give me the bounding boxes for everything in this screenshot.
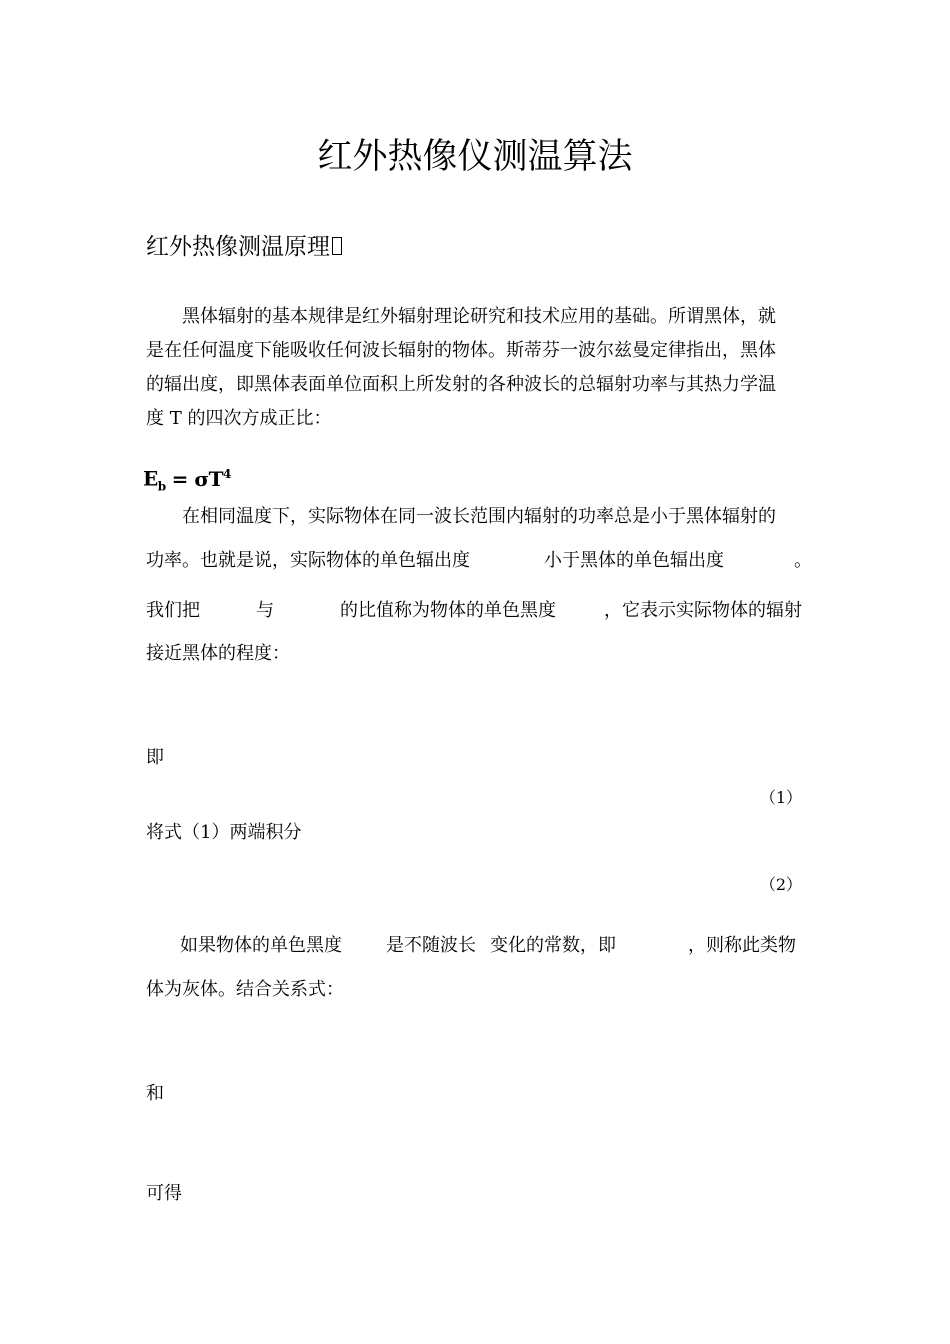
para3-line1c: 变化的常数，即 — [490, 935, 616, 956]
formula-exponent: 4 — [223, 467, 231, 481]
label-ji: 即 — [146, 747, 164, 768]
formula-rhs: = σT — [171, 466, 223, 491]
para2-line3c: 的比值称为物体的单色黑度 — [340, 600, 556, 621]
section-heading — [146, 231, 342, 263]
para2-line3d: ，它表示实际物体的辐射 — [604, 600, 802, 621]
para3-line1b: 是不随波长 — [386, 935, 476, 956]
missing-glyph-box — [332, 237, 342, 255]
para2-line2a: 功率。也就是说，实际物体的单色辐出度 — [146, 550, 470, 571]
para2-line2b: 小于黑体的单色辐出度 — [544, 550, 724, 571]
para2-line1: 在相同温度下，实际物体在同一波长范围内辐射的功率总是小于黑体辐射的 — [182, 506, 776, 527]
label-he: 和 — [146, 1083, 164, 1104]
formula-lhs-subscript: b — [157, 479, 166, 494]
para3-line2: 体为灰体。结合关系式： — [146, 979, 344, 1000]
equation-number-2: （2） — [759, 875, 802, 894]
para2-line2c: 。 — [794, 550, 812, 571]
para2-line4: 接近黑体的程度： — [146, 643, 290, 664]
document-title: 红外热像仪测温算法 — [317, 137, 633, 177]
paragraph-line: 是在任何温度下能吸收任何波长辐射的物体。斯蒂芬一波尔兹曼定律指出，黑体 — [146, 340, 776, 361]
paragraph-line: 黑体辐射的基本规律是红外辐射理论研究和技术应用的基础。所谓黑体，就 — [182, 306, 776, 327]
para2-line3a: 我们把 — [146, 600, 200, 621]
para2-line3b: 与 — [256, 600, 274, 621]
paragraph-line: 度 T 的四次方成正比： — [146, 408, 332, 429]
paragraph-blackbody-law — [146, 300, 806, 436]
para3-line1a: 如果物体的单色黑度 — [180, 935, 342, 956]
label-kede: 可得 — [146, 1183, 182, 1204]
equation-number-1: （1） — [759, 788, 802, 807]
para3-line1d: ，则称此类物 — [688, 935, 796, 956]
integrate-text: 将式（1）两端积分 — [146, 822, 302, 843]
paragraph-line: 的辐出度，即黑体表面单位面积上所发射的各种波长的总辐射功率与其热力学温 — [146, 374, 776, 395]
section-heading-text: 红外热像测温原理 — [146, 234, 330, 260]
stefan-boltzmann-formula — [143, 461, 231, 500]
formula-lhs: E — [143, 466, 158, 491]
